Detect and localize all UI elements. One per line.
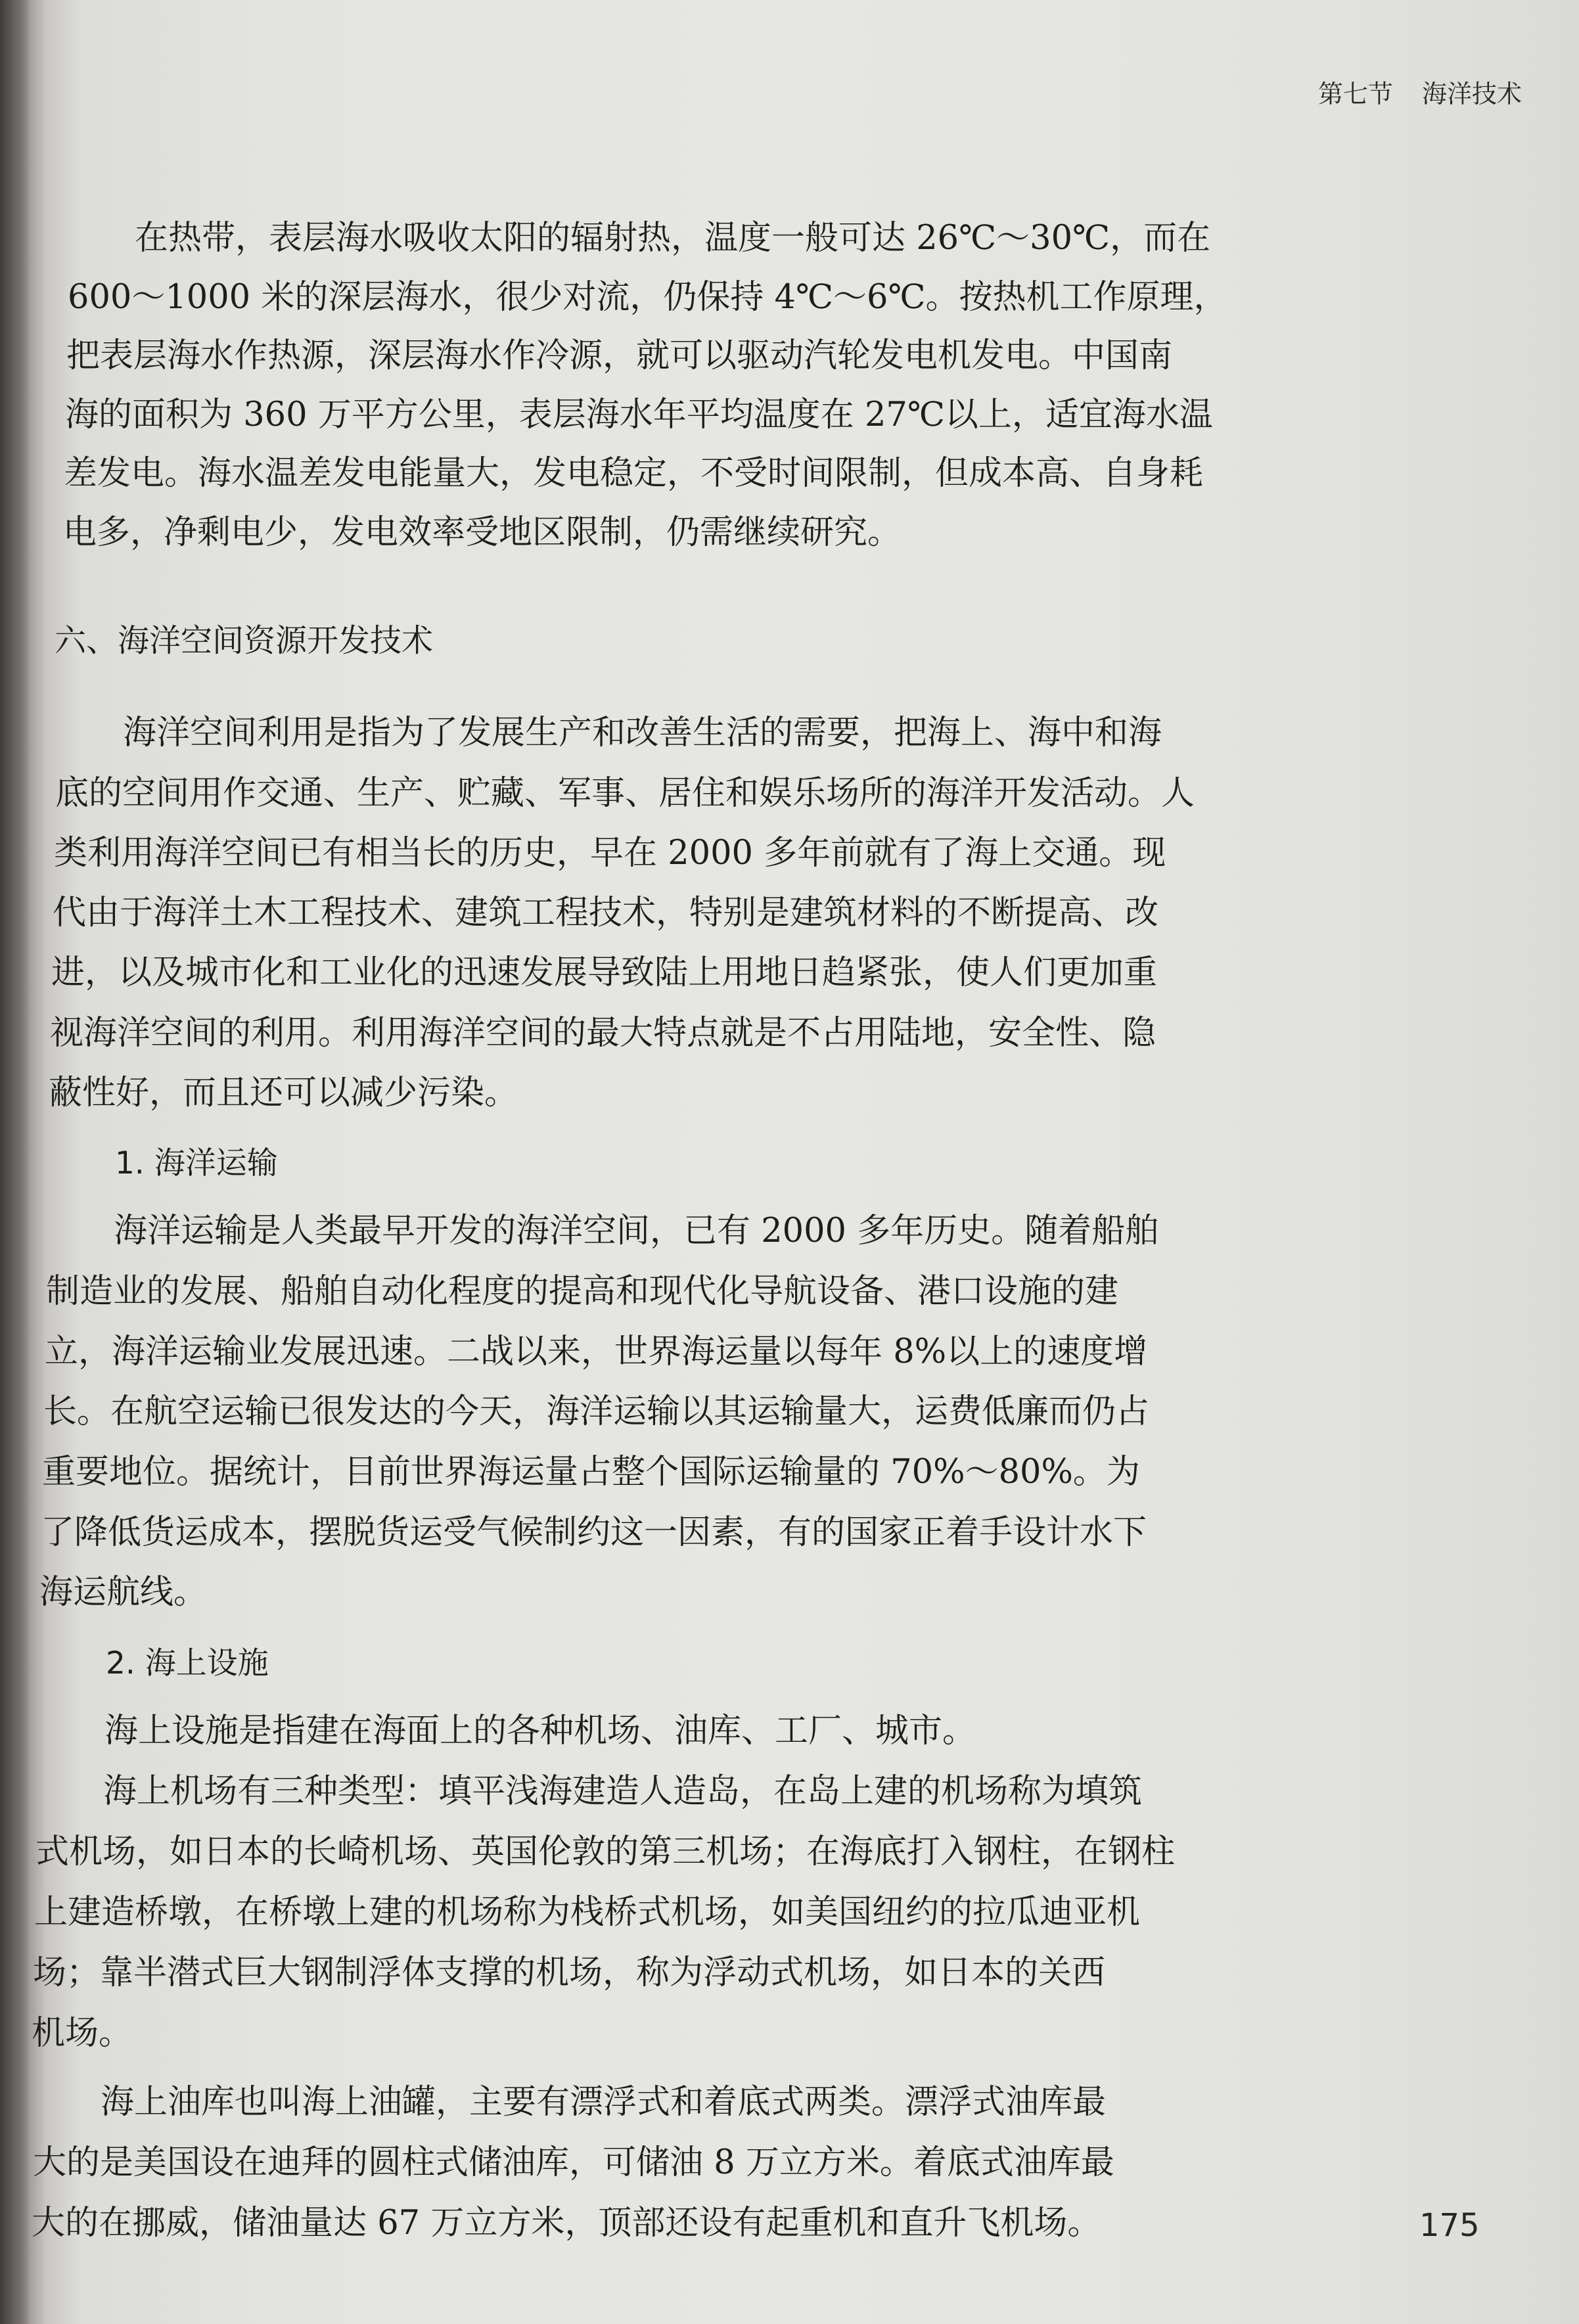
page-number: 175: [1419, 2207, 1480, 2244]
section-heading: 六、海洋空间资源开发技术: [55, 622, 434, 659]
text-line: 海上油库也叫海上油罐，主要有漂浮式和着底式两类。漂浮式油库最: [101, 2083, 1107, 2122]
text-line: 海洋空间利用是指为了发展生产和改善生活的需要，把海上、海中和海: [123, 714, 1162, 752]
text-line: 海上机场有三种类型：填平浅海建造人造岛，在岛上建的机场称为填筑: [103, 1772, 1143, 1811]
text-line: 机场。: [32, 2014, 133, 2053]
text-line: 把表层海水作热源，深层海水作冷源，就可以驱动汽轮发电机发电。中国南: [66, 336, 1173, 375]
text-line: 海运航线。: [39, 1573, 208, 1612]
text-line: 式机场，如日本的长崎机场、英国伦敦的第三机场；在海底打入钢柱，在钢柱: [35, 1833, 1176, 1871]
text-line: 进，以及城市化和工业化的迅速发展导致陆上用地日趋紧张，使人们更加重: [51, 953, 1158, 992]
text-line: 重要地位。据统计，目前世界海运量占整个国际运输量的 70%～80%。为: [42, 1453, 1140, 1492]
text-line: 电多，净剩电少，发电效率受地区限制，仍需继续研究。: [63, 513, 902, 552]
text-line: 长。在航空运输已很发达的今天，海洋运输以其运输量大，运费低廉而仍占: [43, 1392, 1150, 1431]
text-line: 海上设施是指建在海面上的各种机场、油库、工厂、城市。: [104, 1712, 976, 1750]
text-line: 类利用海洋空间已有相当长的历史，早在 2000 多年前就有了海上交通。现: [54, 834, 1166, 873]
subheading-transport: 1. 海洋运输: [115, 1145, 278, 1181]
text-line: 视海洋空间的利用。利用海洋空间的最大特点就是不占用陆地，安全性、隐: [50, 1014, 1156, 1053]
text-line: 代由于海洋土木工程技术、建筑工程技术，特别是建筑材料的不断提高、改: [53, 894, 1159, 932]
text-line: 蔽性好，而且还可以减少污染。: [49, 1074, 518, 1112]
subheading-facilities: 2. 海上设施: [106, 1645, 269, 1681]
text-line: 场；靠半潜式巨大钢制浮体支撑的机场，称为浮动式机场，如日本的关西: [33, 1953, 1106, 1992]
text-line: 制造业的发展、船舶自动化程度的提高和现代化导航设备、港口设施的建: [46, 1272, 1119, 1311]
text-line: 大的是美国设在迪拜的圆柱式储油库，可储油 8 万立方米。着底式油库最: [33, 2143, 1114, 2182]
text-line: 了降低货运成本，摆脱货运受气候制约这一因素，有的国家正着手设计水下: [41, 1513, 1147, 1552]
text-line: 海的面积为 360 万平方公里，表层海水年平均温度在 27℃以上，适宜海水温: [65, 396, 1213, 434]
text-line: 大的在挪威，储油量达 67 万立方米，顶部还设有起重机和直升飞机场。: [32, 2204, 1101, 2243]
text-line: 600～1000 米的深层海水，很少对流，仍保持 4℃～6℃。按热机工作原理，: [68, 278, 1227, 317]
text-line: 差发电。海水温差发电能量大，发电稳定，不受时间限制，但成本高、自身耗: [64, 454, 1204, 493]
running-head-section: 第七节: [1318, 80, 1394, 108]
running-head-title: 海洋技术: [1422, 80, 1522, 108]
text-line: 底的空间用作交通、生产、贮藏、军事、居住和娱乐场所的海洋开发活动。人: [55, 774, 1195, 813]
text-line: 在热带，表层海水吸收太阳的辐射热，温度一般可达 26℃～30℃，而在: [135, 219, 1211, 258]
text-line: 立，海洋运输业发展迅速。二战以来，世界海运量以每年 8%以上的速度增: [45, 1333, 1148, 1371]
text-line: 上建造桥墩，在桥墩上建的机场称为栈桥式机场，如美国纽约的拉瓜迪亚机: [34, 1893, 1141, 1932]
text-line: 海洋运输是人类最早开发的海洋空间，已有 2000 多年历史。随着船舶: [114, 1212, 1159, 1250]
running-head: [1318, 74, 1568, 120]
page: [26, 0, 1579, 2324]
